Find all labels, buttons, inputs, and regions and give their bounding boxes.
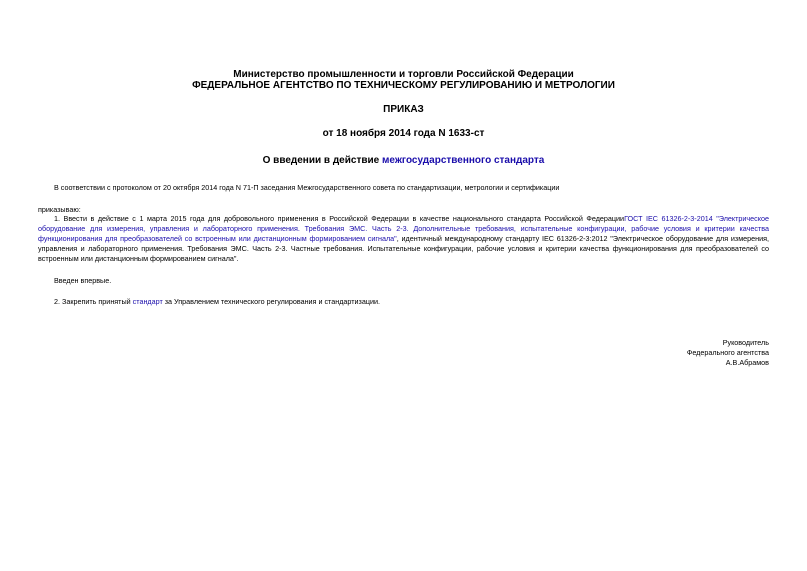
standard-link[interactable]: стандарт — [132, 297, 163, 306]
signature-name: А.В.Абрамов — [725, 358, 769, 367]
item-1-paragraph — [38, 214, 769, 264]
ministry-title: Министерство промышленности и торговли Российской Федерации — [233, 69, 574, 80]
gost-standard-link[interactable]: ГОСТ IEC 61326-2-3-2014 "Электрическое оборудование для измерения, управления и лабораторного применения. Требования ЭМС. Часть 2-3. Дополнительные требования, испытательные конфигурации, рабочие условия и критерии качества функционирования для преобразователей со встроенным или дистанционным формированием сигнала" — [38, 214, 769, 243]
item-2-suffix: за Управлением технического регулирования и стандартизации. — [162, 297, 380, 306]
subject-standard-link[interactable]: межгосударственного стандарта — [382, 155, 545, 166]
item-1-prefix: 1. Ввести в действие с 1 марта 2015 года для добровольного применения в Российской Федерации в качестве национального стандарта Российской Федерации — [54, 214, 625, 223]
agency-title: ФЕДЕРАЛЬНОЕ АГЕНТСТВО ПО ТЕХНИЧЕСКОМУ РЕГУЛИРОВАНИЮ И МЕТРОЛОГИИ — [192, 80, 615, 91]
item-2-prefix: 2. Закрепить принятый — [54, 297, 133, 306]
first-time-note: Введен впервые. — [54, 276, 112, 285]
basis-paragraph: В соответствии с протоколом от 20 октября 2014 года N 71-П заседания Межгосударственного совета по стандартизации, метрологии и сертификации — [54, 183, 560, 192]
document-type: ПРИКАЗ — [383, 104, 424, 115]
document-subject — [0, 155, 807, 166]
subject-prefix: О введении в действие — [262, 155, 382, 166]
signature-title: Руководитель — [722, 338, 769, 347]
orders-paragraph: приказываю: — [38, 205, 81, 214]
signature-org: Федерального агентства — [686, 348, 769, 357]
document-date-number: от 18 ноября 2014 года N 1633-ст — [322, 128, 485, 139]
item-1-suffix: , идентичный международному стандарту IEC 61326-2-3:2012 "Электрическое оборудование для измерения, управления и лабораторного применения. Требования ЭМС. Часть 2-3. Частные требования. Испытательные конфигурации, рабочие условия и критерии качества функционирования для преобразователей со встроенным или дистанционным формированием сигнала". — [38, 234, 770, 263]
item-2-paragraph — [54, 297, 654, 307]
